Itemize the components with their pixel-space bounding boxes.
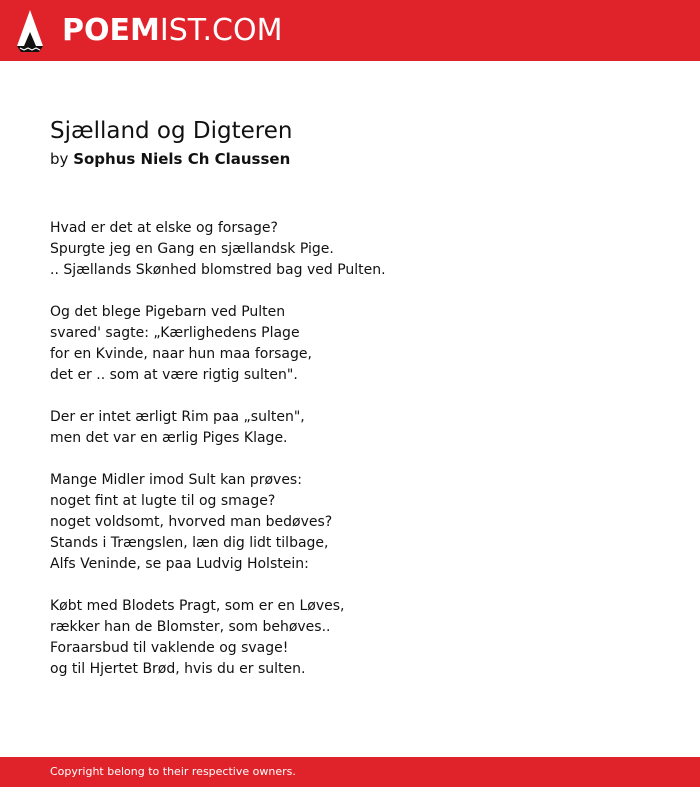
poem-body: [50, 218, 650, 701]
logo-text-light: IST.COM: [159, 13, 283, 48]
copyright-notice: Copyright belong to their respective owners.: [50, 765, 296, 778]
stanza: [50, 596, 650, 680]
stanza: [50, 407, 650, 449]
logo-text-bold: POEM: [62, 13, 160, 48]
by-label: by: [50, 150, 69, 168]
poem-title: Sjælland og Digteren: [50, 118, 293, 144]
poem-line: Hvad er det at elske og forsage?: [50, 220, 278, 236]
stanza: [50, 470, 650, 575]
poem-line: for en Kvinde, naar hun maa forsage,: [50, 346, 312, 362]
byline: [50, 148, 290, 170]
poem-line: Og det blege Pigebarn ved Pulten: [50, 304, 286, 320]
poem-line: og til Hjertet Brød, hvis du er sulten.: [50, 661, 306, 677]
poem-line: noget fint at lugte til og smage?: [50, 493, 276, 509]
author-name: Sophus Niels Ch Claussen: [73, 150, 291, 168]
poem-line: rækker han de Blomster, som behøves..: [50, 619, 331, 635]
poem-line: Stands i Trængslen, læn dig lidt tilbage,: [50, 535, 329, 551]
poem-line: noget voldsomt, hvorved man bedøves?: [50, 514, 333, 530]
poem-line: Spurgte jeg en Gang en sjællandsk Pige.: [50, 241, 334, 257]
site-footer: [0, 757, 700, 787]
site-logo[interactable]: [62, 13, 282, 49]
stanza: [50, 218, 650, 281]
poem-line: Købt med Blodets Pragt, som er en Løves,: [50, 598, 345, 614]
poem-line: det er .. som at være rigtig sulten".: [50, 367, 298, 383]
poem-line: men det var en ærlig Piges Klage.: [50, 430, 288, 446]
pencil-tip-icon[interactable]: [17, 10, 43, 52]
stanza: [50, 302, 650, 386]
poem-line: Der er intet ærligt Rim paa „sulten",: [50, 409, 305, 425]
poem-line: svared' sagte: „Kærlighedens Plage: [50, 325, 300, 341]
poem-line: Mange Midler imod Sult kan prøves:: [50, 472, 302, 488]
site-header: [0, 0, 700, 61]
poem-line: Foraarsbud til vaklende og svage!: [50, 640, 289, 656]
poem-line: .. Sjællands Skønhed blomstred bag ved Pulten.: [50, 262, 386, 278]
poem-line: Alfs Veninde, se paa Ludvig Holstein:: [50, 556, 309, 572]
